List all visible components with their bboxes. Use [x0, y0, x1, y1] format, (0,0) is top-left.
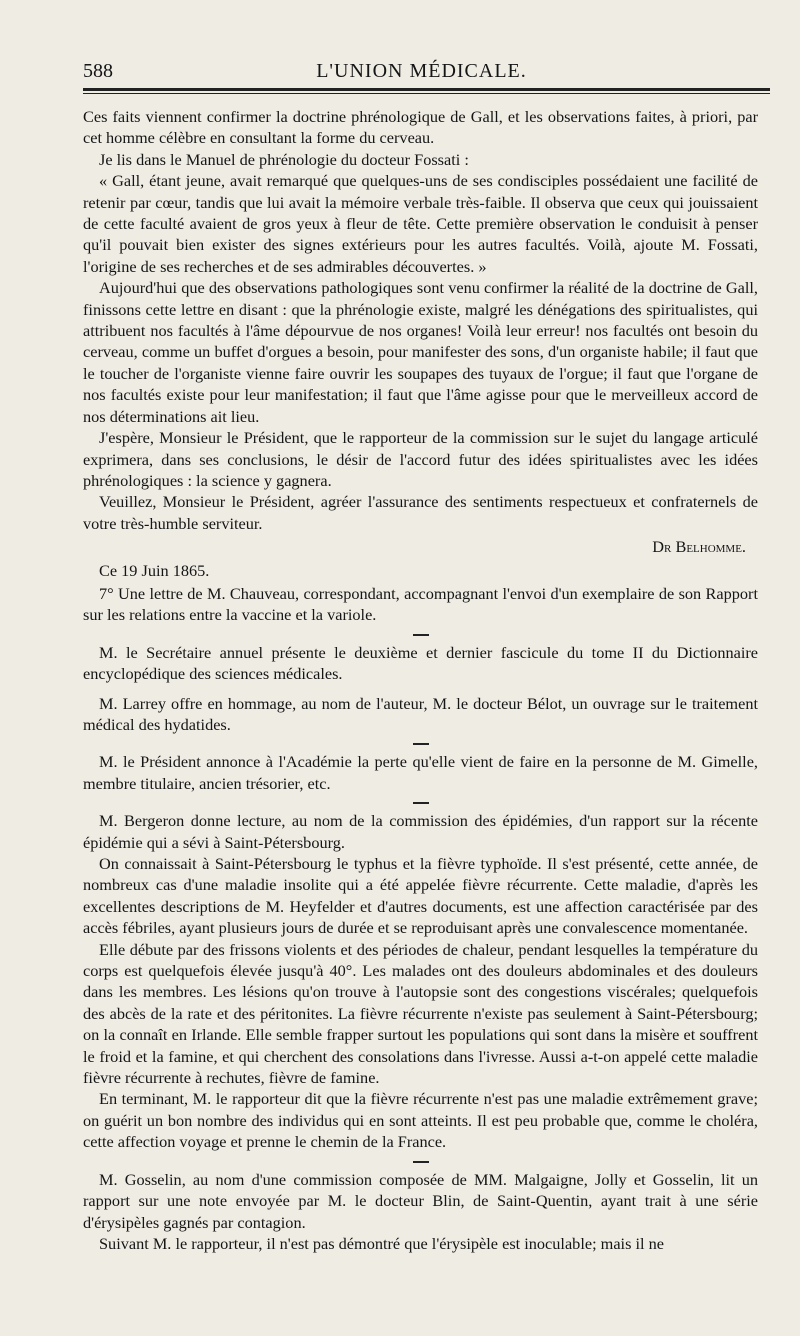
- paragraph: En terminant, M. le rapporteur dit que la fièvre récurrente n'est pas une maladie extrêmement grave; on guérit un bon nombre des individus qui en sont atteints. Il est peu probable que, comme le choléra, cette affection voyage et prenne le chemin de la France.: [83, 1089, 758, 1152]
- section-divider: [413, 743, 429, 745]
- paragraph: Je lis dans le Manuel de phrénologie du docteur Fossati :: [99, 149, 469, 169]
- header-rule: [83, 88, 770, 94]
- page-number: 588: [83, 60, 113, 82]
- spacer: [83, 685, 758, 693]
- paragraph: M. Larrey offre en hommage, au nom de l'auteur, M. le docteur Bélot, un ouvrage sur le traitement médical des hydatides.: [83, 693, 758, 734]
- section-divider: [413, 802, 429, 804]
- paragraph: M. Bergeron donne lecture, au nom de la commission des épidémies, d'un rapport sur la récente épidémie qui a sévi à Saint-Pétersbourg.: [83, 811, 758, 852]
- paragraph: M. Gosselin, au nom d'une commission composée de MM. Malgaigne, Jolly et Gosselin, lit un rapport sur une note envoyée par M. le docteur Blin, de Saint-Quentin, ayant trait à une série d'érysipèles gagnés par contagion.: [83, 1169, 758, 1232]
- letter-date: Ce 19 Juin 1865.: [99, 560, 210, 580]
- paragraph: 7° Une lettre de M. Chauveau, correspondant, accompagnant l'envoi d'un exemplaire de son Rapport sur les relations entre la vaccine et la variole.: [83, 583, 758, 625]
- section-divider: [413, 1161, 429, 1163]
- section-divider: [413, 634, 429, 636]
- paragraph: Ces faits viennent confirmer la doctrine phrénologique de Gall, et les observations faites, à priori, par cet homme célèbre en consultant la forme du cerveau.: [83, 107, 758, 148]
- paragraph: M. le Secrétaire annuel présente le deuxième et dernier fascicule du tome II du Dictionnaire encyclopédique des sciences médicales.: [83, 642, 758, 684]
- journal-title: L'UNION MÉDICALE.: [316, 60, 527, 82]
- paragraph: On connaissait à Saint-Pétersbourg le typhus et la fièvre typhoïde. Il s'est présenté, cette année, de nombreux cas d'une maladie insolite qui a été appelée fièvre récurrente. Cette maladie, d'après les excellentes descriptions de M. Heyfelder et d'autres documents, est une affection caractérisée par des accès fébriles, ayant plusieurs jours de durée et se reproduisant après une convalescence momentanée.: [83, 854, 758, 938]
- running-head: [83, 50, 760, 90]
- paragraph: Aujourd'hui que des observations pathologiques sont venu confirmer la réalité de la doctrine de Gall, finissons cette lettre en disant : que la phrénologie existe, malgré les dénégations des spiritualistes, qui attribuent nos facultés à l'âme dépourvue de nos organes! Voilà leur erreur! nos facultés ont besoin du cerveau, comme un buffet d'orgues a besoin, pour manifester des sons, d'un organiste habile; il faut que le toucher de l'organiste vienne faire ouvrir les soupapes des tuyaux de l'orgue; il faut que l'organe de nos facultés existe pour leur manifestation; il faut que l'âme agisse pour que le merveilleux accord de nos déterminations ait lieu.: [83, 278, 758, 426]
- body-text: [83, 106, 758, 1254]
- paragraph: Veuillez, Monsieur le Président, agréer l'assurance des sentiments respectueux et confraternels de votre très-humble serviteur.: [83, 492, 758, 533]
- paragraph: M. le Président annonce à l'Académie la perte qu'elle vient de faire en la personne de M. Gimelle, membre titulaire, ancien trésorier, etc.: [83, 752, 758, 793]
- paragraph: J'espère, Monsieur le Président, que le rapporteur de la commission sur le sujet du langage articulé exprimera, dans ses conclusions, le désir de l'accord futur des idées spiritualistes avec les idées phrénologiques : la science y gagnera.: [83, 428, 758, 490]
- quotation: « Gall, étant jeune, avait remarqué que quelques-uns de ses condisciples possédaient une facilité de retenir par cœur, tandis que lui avait la mémoire verbale très-faible. Il observa que ceux qui jouissaient de cette faculté avaient de gros yeux à fleur de tête. Cette première observation le conduisit à penser qu'il pouvait bien exister des signes extérieurs pour les autres facultés. Voilà, ajoute M. Fossati, l'origine de ses recherches et de ses admirables découvertes. »: [83, 171, 758, 276]
- paragraph: Elle débute par des frissons violents et des périodes de chaleur, pendant lesquelles la température du corps est quelquefois élevée jusqu'à 40°. Les malades ont des douleurs abdominales et des douleurs dans les membres. Les lésions qu'on trouve à l'autopsie sont des congestions viscérales; quelquefois des abcès de la rate et des péritonites. La fièvre récurrente n'existe pas seulement à Saint-Pétersbourg; on la connaît en Irlande. Elle semble frapper surtout les populations qui sont dans la misère et souffrent le froid et la famine, et qui cherchent des consolations dans l'ivresse. Aussi a-t-on appelé cette maladie fièvre récurrente à rechutes, fièvre de famine.: [83, 939, 758, 1088]
- signature: Dr Belhomme.: [652, 537, 746, 557]
- paragraph: Suivant M. le rapporteur, il n'est pas démontré que l'érysipèle est inoculable; mais il ne: [99, 1233, 664, 1253]
